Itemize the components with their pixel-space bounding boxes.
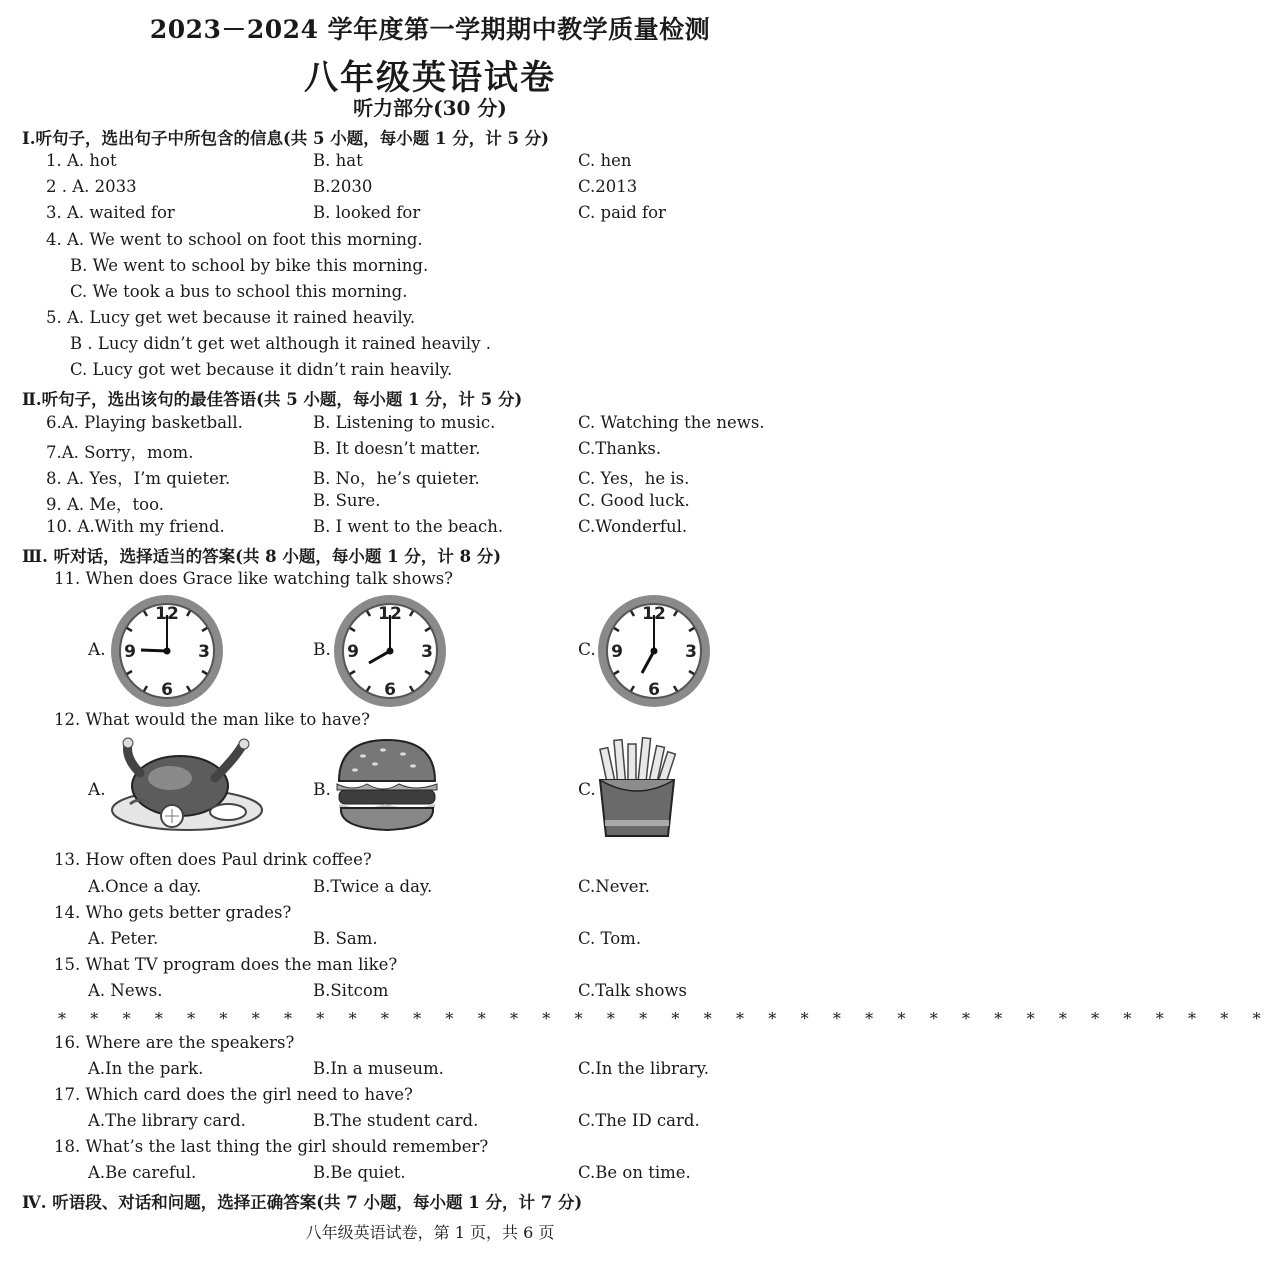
q3-option-a: 3. A. waited for <box>46 203 175 222</box>
q2-option-c: C.2013 <box>578 177 638 196</box>
q9-option-c: C. Good luck. <box>578 491 690 510</box>
q10-option-b: B. I went to the beach. <box>313 517 504 536</box>
q8-option-b: B. No，he’s quieter. <box>313 469 480 488</box>
q16-question: 16. Where are the speakers? <box>54 1033 295 1052</box>
clock-number-12: 12 <box>378 604 402 624</box>
q18-option-c: C.Be on time. <box>578 1163 691 1182</box>
clock-number-6: 6 <box>161 680 173 700</box>
clock-number-3: 3 <box>421 642 433 662</box>
q14-option-b: B. Sam. <box>313 929 378 948</box>
q1-option-c: C. hen <box>578 151 632 170</box>
q6-option-a: 6.A. Playing basketball. <box>46 413 243 432</box>
exam-title-line1: 2023－2024 学年度第一学期期中教学质量检测 <box>149 15 711 44</box>
q16-option-b: B.In a museum. <box>313 1059 444 1078</box>
q4-option-c: C. We took a bus to school this morning. <box>70 282 408 301</box>
q8-option-a: 8. A. Yes，I’m quieter. <box>46 469 231 488</box>
q14-question: 14. Who gets better grades? <box>54 903 292 922</box>
q2-option-a: 2 . A. 2033 <box>46 177 137 196</box>
q4-option-a: 4. A. We went to school on foot this morning. <box>46 230 423 249</box>
q17-option-a: A.The library card. <box>88 1111 246 1130</box>
q18-option-b: B.Be quiet. <box>313 1163 406 1182</box>
section-3-heading: Ⅲ. 听对话，选择适当的答案(共 8 小题，每小题 1 分，计 8 分) <box>22 547 502 566</box>
q12-question: 12. What would the man like to have? <box>54 710 370 729</box>
q17-question: 17. Which card does the girl need to have? <box>54 1085 413 1104</box>
q1-option-a: 1. A. hot <box>46 151 117 170</box>
section-2-heading: Ⅱ.听句子，选出该句的最佳答语(共 5 小题，每小题 1 分，计 5 分) <box>22 390 523 409</box>
clock-icon-9-oclock <box>108 593 226 709</box>
clock-number-9: 9 <box>347 642 359 662</box>
q17-option-b: B.The student card. <box>313 1111 479 1130</box>
clock-number-12: 12 <box>155 604 179 624</box>
q6-option-b: B. Listening to music. <box>313 413 496 432</box>
q7-option-b: B. It doesn’t matter. <box>313 439 481 458</box>
q10-option-c: C.Wonderful. <box>578 517 688 536</box>
q6-option-c: C. Watching the news. <box>578 413 765 432</box>
q7-option-c: C.Thanks. <box>578 439 662 458</box>
q14-option-a: A. Peter. <box>88 929 159 948</box>
roast-chicken-icon <box>110 738 265 833</box>
q13-option-b: B.Twice a day. <box>313 877 433 896</box>
q7-option-a: 7.A. Sorry，mom. <box>46 443 194 462</box>
q16-option-c: C.In the library. <box>578 1059 710 1078</box>
q9-option-b: B. Sure. <box>313 491 381 510</box>
q5-option-c: C. Lucy got wet because it didn’t rain heavily. <box>70 360 453 379</box>
page-footer: 八年级英语试卷，第 1 页，共 6 页 <box>305 1223 555 1242</box>
hamburger-icon <box>333 736 441 836</box>
star-divider: * * * * * * * * * * * * * * * * * * * * * * * * * * * * * * * * * * * * * * <box>58 1009 1270 1028</box>
q16-option-a: A.In the park. <box>88 1059 204 1078</box>
q1-option-b: B. hat <box>313 151 363 170</box>
french-fries-icon <box>596 738 678 838</box>
clock-number-12: 12 <box>642 604 666 624</box>
q13-question: 13. How often does Paul drink coffee? <box>54 850 372 869</box>
clock-number-9: 9 <box>124 642 136 662</box>
clock-number-3: 3 <box>685 642 697 662</box>
q12-label-b: B. <box>313 780 331 800</box>
q15-option-c: C.Talk shows <box>578 981 687 1000</box>
clock-number-9: 9 <box>611 642 623 662</box>
clock-number-6: 6 <box>384 680 396 700</box>
q11-question: 11. When does Grace like watching talk shows? <box>54 569 454 588</box>
clock-icon-7-oclock <box>595 593 713 709</box>
q5-option-a: 5. A. Lucy get wet because it rained heavily. <box>46 308 416 327</box>
q8-option-c: C. Yes，he is. <box>578 469 690 488</box>
section-1-heading: Ⅰ.听句子，选出句子中所包含的信息(共 5 小题，每小题 1 分，计 5 分) <box>22 129 549 148</box>
q11-label-b: B. <box>313 640 331 660</box>
q9-option-a: 9. A. Me，too. <box>46 495 165 514</box>
q3-option-c: C. paid for <box>578 203 666 222</box>
q11-label-a: A. <box>88 640 106 660</box>
q13-option-c: C.Never. <box>578 877 650 896</box>
clock-icon-8-oclock <box>331 593 449 709</box>
q15-option-a: A. News. <box>88 981 163 1000</box>
q4-option-b: B. We went to school by bike this morning. <box>70 256 429 275</box>
exam-title-main: 八年级英语试卷 <box>304 58 556 98</box>
q5-option-b: B . Lucy didn’t get wet although it rained heavily . <box>70 334 491 353</box>
q12-label-c: C. <box>578 780 596 800</box>
section-4-heading: Ⅳ. 听语段、对话和问题，选择正确答案(共 7 小题，每小题 1 分，计 7 分) <box>22 1193 583 1212</box>
q17-option-c: C.The ID card. <box>578 1111 700 1130</box>
q13-option-a: A.Once a day. <box>88 877 202 896</box>
q10-option-a: 10. A.With my friend. <box>46 517 225 536</box>
q18-option-a: A.Be careful. <box>88 1163 197 1182</box>
q14-option-c: C. Tom. <box>578 929 642 948</box>
q12-label-a: A. <box>88 780 106 800</box>
clock-number-3: 3 <box>198 642 210 662</box>
q15-question: 15. What TV program does the man like? <box>54 955 398 974</box>
q11-label-c: C. <box>578 640 596 660</box>
clock-number-6: 6 <box>648 680 660 700</box>
q2-option-b: B.2030 <box>313 177 373 196</box>
q15-option-b: B.Sitcom <box>313 981 389 1000</box>
q3-option-b: B. looked for <box>313 203 421 222</box>
q18-question: 18. What’s the last thing the girl should remember? <box>54 1137 489 1156</box>
listening-part-title: 听力部分(30 分) <box>353 96 507 120</box>
